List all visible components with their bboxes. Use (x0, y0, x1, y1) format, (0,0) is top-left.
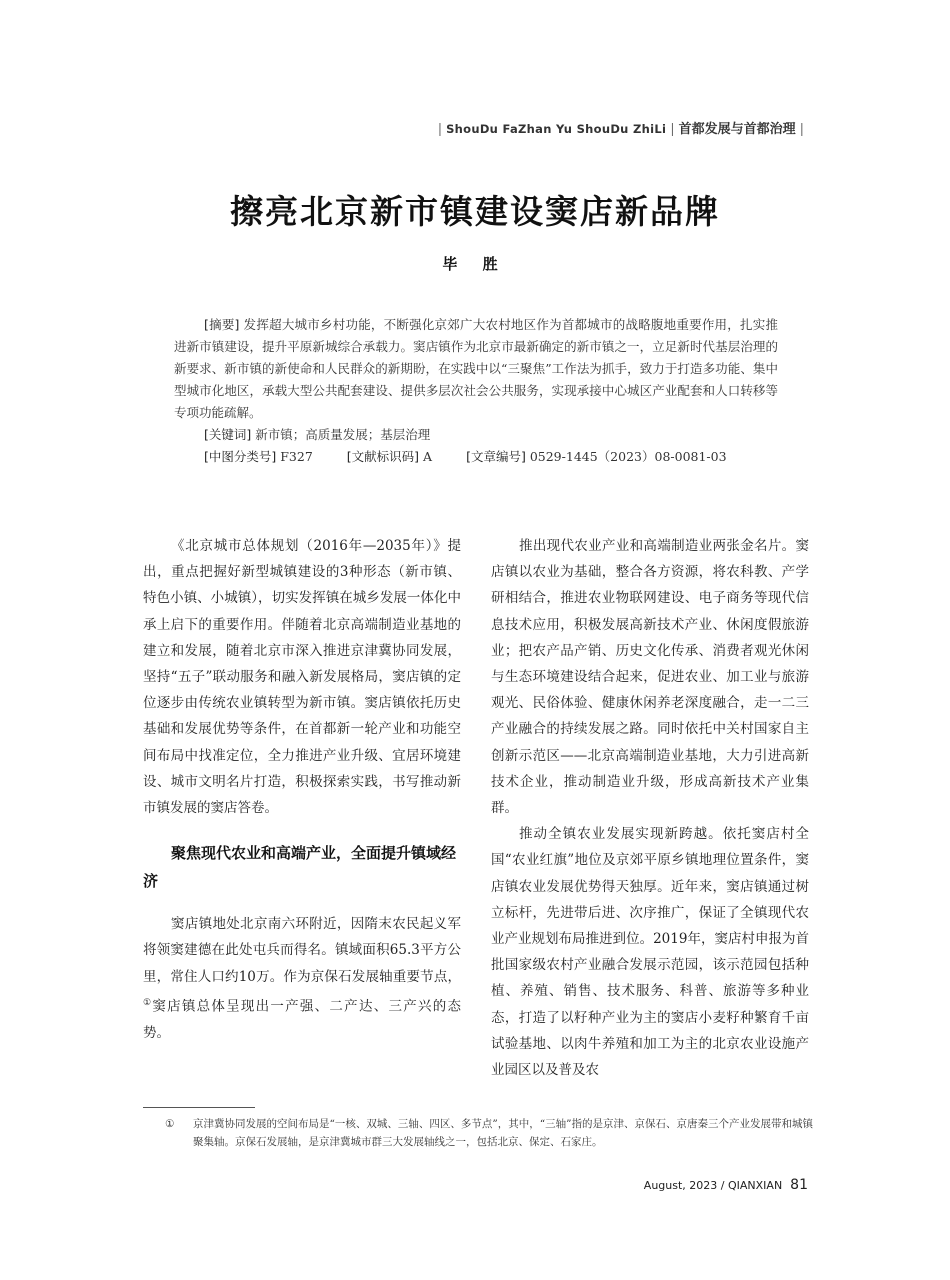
footnote-text: 京津冀协同发展的空间布局是“一核、双城、三轴、四区、多节点”，其中，“三轴”指的是京津、京保石、京唐秦三个产业发展带和城镇聚集轴。京保石发展轴，是京津冀城市群三大发展轴线之一，包括北京、保定、石家庄。 (193, 1118, 813, 1148)
clc-item (204, 446, 313, 468)
article-no-item (466, 446, 726, 468)
classification-line (174, 446, 778, 468)
body-column-right (491, 533, 809, 1083)
body-paragraph: 《北京城市总体规划（2016年—2035年）》提出，重点把握好新型城镇建设的3种形态（新市镇、特色小镇、小城镇），切实发挥镇在城乡发展一体化中承上启下的重要作用。伴随着北京高端制造业基地的建立和发展，随着北京市深入推进京津冀协同发展，坚持“五子”联动服务和融入新发展格局，窦店镇的定位逐步由传统农业镇转型为新市镇。窦店镇依托历史基础和发展优势等条件，在首都新一轮产业和功能空间布局中找准定位，全力推进产业升级、宜居环境建设、城市文明名片打造，积极探索实践，书写推动新市镇发展的窦店答卷。 (143, 538, 461, 817)
clc-label: [中图分类号] (204, 449, 277, 464)
clc-value: F327 (280, 449, 313, 464)
footer-issue: August, 2023 / QIANXIAN (643, 1179, 783, 1192)
abstract-paragraph (174, 314, 778, 424)
abstract-label: [摘要] (204, 317, 240, 332)
body-paragraph: 推动全镇农业发展实现新跨越。依托窦店村全国“农业红旗”地位及京郊平原乡镇地理位置条件，窦店镇农业发展优势得天独厚。近年来，窦店镇通过树立标杆，先进带后进、次序推广，保证了全镇现代农业产业规划布局推进到位。2019年，窦店村申报为首批国家级农村产业融合发展示范园，该示范园包括种植、养殖、销售、技术服务、科普、旅游等多种业态，打造了以籽种产业为主的窦店小麦籽种繁育千亩试验基地、以肉牛养殖和加工为主的北京农业设施产业园区以及普及农 (491, 826, 809, 1079)
abstract-block (174, 314, 778, 468)
keywords-line (174, 424, 778, 446)
keywords-label: [关键词] (204, 427, 252, 442)
article-author: 毕 胜 (442, 255, 508, 273)
article-no-label: [文章编号] (466, 449, 526, 464)
footnote-ref[interactable]: ① (143, 997, 153, 1008)
section-heading: 聚焦现代农业和高端产业，全面提升镇域经济 (143, 844, 457, 891)
keywords-text: 新市镇；高质量发展；基层治理 (255, 427, 431, 442)
body-column-left (143, 533, 461, 1046)
footnote-mark: ① (165, 1118, 175, 1130)
running-header-chinese: 首都发展与首都治理 (678, 122, 796, 137)
page-footer (644, 1177, 808, 1193)
article-no-value: 0529-1445（2023）08-0081-03 (529, 449, 727, 464)
doc-code-value: A (423, 449, 433, 464)
footnote-divider (143, 1107, 255, 1108)
doc-code-item (347, 446, 432, 468)
doc-code-label: [文献标识码] (346, 449, 420, 464)
abstract-text: 发挥超大城市乡村功能，不断强化京郊广大农村地区作为首都城市的战略腹地重要作用，扎实推进新市镇建设，提升平原新城综合承载力。窦店镇作为北京市最新确定的新市镇之一，立足新时代基层治理的新要求、新市镇的新使命和人民群众的新期盼，在实践中以“三聚焦”工作法为抓手，致力于打造多功能、集中型城市化地区，承载大型公共配套建设、提供多层次社会公共服务，实现承接中心城区产业配套和人口转移等专项功能疏解。 (174, 317, 778, 420)
page-number: 81 (790, 1177, 808, 1193)
running-header-latin: ShouDu FaZhan Yu ShouDu ZhiLi (446, 122, 667, 136)
body-paragraph: 窦店镇地处北京南六环附近，因隋末农民起义军将领窦建德在此处屯兵而得名。镇域面积65.3平方公里，常住人口约10万。作为京保石发展轴重要节点，①窦店镇总体呈现出一产强、二产达、三产兴的态势。 (143, 916, 461, 1041)
footnote (165, 1115, 813, 1151)
body-paragraph: 推出现代农业产业和高端制造业两张金名片。窦店镇以农业为基础，整合各方资源，将农科教、产学研相结合，推进农业物联网建设、电子商务等现代信息技术应用，积极发展高新技术产业、休闲度假旅游业；把农产品产销、历史文化传承、消费者观光休闲与生态环境建设结合起来，促进农业、加工业与旅游观光、民俗体验、健康休闲养老深度融合，走一二三产业融合的持续发展之路。同时依托中关村国家自主创新示范区——北京高端制造业基地，大力引进高新技术企业，推动制造业升级，形成高新技术产业集群。 (491, 538, 809, 817)
running-header: | ShouDu FaZhan Yu ShouDu ZhiLi | 首都发展与首都治理 | (437, 122, 804, 137)
article-title: 擦亮北京新市镇建设窦店新品牌 (230, 192, 720, 231)
